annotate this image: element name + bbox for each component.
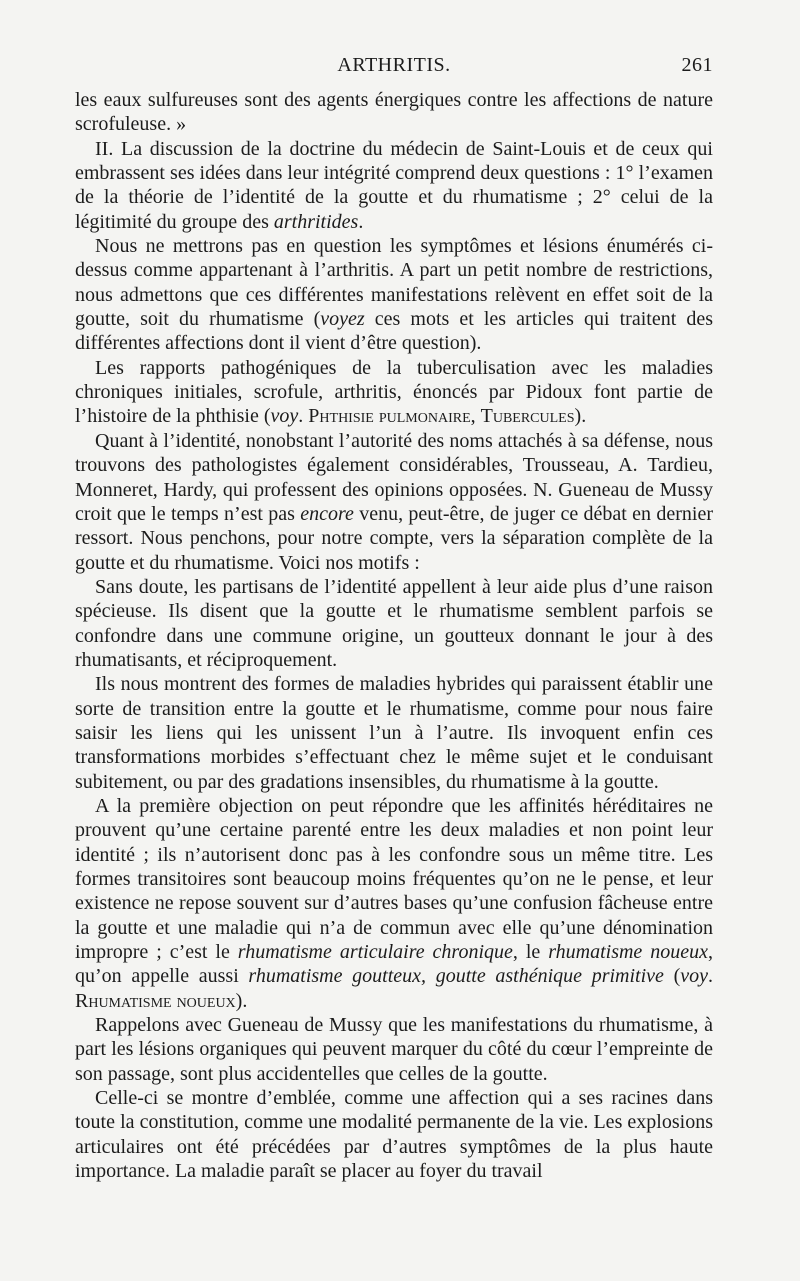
paragraph: [75, 1086, 713, 1183]
paragraph: [75, 794, 713, 1013]
text-run: Sans doute, les partisans de l’identité appellent à leur aide plus d’une raison spécieuse. Ils disent que la goutte et le rhumatisme semblent parfois se confondre dans une commune origine, un goutteux donnant le jour à des rhumatisants, et réciproquement.: [75, 575, 713, 671]
text-run: II. La discussion de la doctrine du médecin de Saint-Louis et de ceux qui embrassent ses idées dans leur intégrité comprend deux questions : 1° l’examen de la théorie de l’identité de la goutte et du rhumatisme ; 2° celui de la légitimité du groupe des: [75, 137, 713, 233]
text-run: .: [298, 405, 309, 428]
text-run: venu, peut-être, de juger ce débat en dernier ressort. Nous penchons, pour notre compte, vers la séparation complète de la goutte et du rhumatisme. Voici nos motifs :: [75, 502, 713, 574]
body-text: [75, 88, 713, 1183]
text-run: , le: [512, 941, 549, 964]
text-run: Nous ne mettrons pas en question les symptômes et lésions énumérés ci-dessus comme appartenant à l’arthritis. A part un petit nombre de restrictions, nous admettons que ces différentes manifestations relèvent en effet soit de la goutte, soit du rhumatisme (: [75, 235, 713, 331]
text-run: ).: [235, 989, 248, 1012]
cross-reference: Rhumatisme noueux: [75, 989, 236, 1012]
paragraph: [75, 672, 713, 794]
text-run: Les rapports pathogéniques de la tuberculisation avec les maladies chroniques initiales, scrofule, arthritis, énoncés par Pidoux font partie de l’histoire de la phthisie (: [75, 356, 713, 428]
text-run: ces mots et les articles qui traitent des différentes affections dont il vient d’être question).: [75, 308, 713, 355]
paragraph: [75, 356, 713, 429]
running-header: [75, 54, 713, 84]
text-run: (: [663, 965, 681, 988]
text-run: ).: [574, 405, 587, 428]
text-run: Celle-ci se montre d’emblée, comme une affection qui a ses racines dans toute la constitution, comme une modalité permanente de la vie. Les explosions articulaires ont été précédées par d’autres symptômes de la plus haute importance. La maladie paraît se placer au foyer du travail: [75, 1087, 713, 1183]
paragraph: [75, 234, 713, 356]
text-run: les eaux sulfureuses sont des agents énergiques contre les affections de nature scrofuleuse. »: [75, 89, 713, 136]
text-run: Ils nous montrent des formes de maladies hybrides qui paraissent établir une sorte de transition entre la goutte et le rhumatisme, comme pour nous faire saisir les liens qui les unissent l’un à l’autre. Ils invoquent enfin ces transformations morbides s’effectuant chez le même sujet et le conduisant subitement, ou par des gradations insensibles, du rhumatisme à la goutte.: [75, 673, 713, 793]
text-run: A la première objection on peut répondre que les affinités héréditaires ne prouvent qu’une certaine parenté entre les deux maladies et non point leur identité ; ils n’autorisent donc pas à les confondre sous un même titre. Les formes transitoires sont beaucoup moins fréquentes qu’on ne le pense, et leur existence ne repose souvent sur d’autres bases qu’une confusion fâcheuse entre la goutte et une maladie qui n’a de commun avec elle qu’une dénomination impropre ; c’est le: [75, 794, 713, 964]
text-run: Rappelons avec Gueneau de Mussy que les manifestations du rhumatisme, à part les lésions organiques qui peuvent marquer du côté du cœur l’empreinte de son passage, sont plus accidentelles que celles de la goutte.: [75, 1014, 713, 1085]
paragraph: [75, 1013, 713, 1086]
page-number: 261: [681, 54, 713, 76]
italic-run: rhumatisme noueux: [548, 941, 708, 964]
text-run: .: [708, 965, 714, 988]
italic-run: arthritides: [273, 210, 359, 233]
italic-run: voy: [680, 965, 709, 988]
cross-reference: Phthisie pulmonaire: [308, 405, 471, 428]
text-run: .: [358, 210, 364, 233]
italic-run: encore: [300, 502, 354, 525]
paragraph-section-ii: [75, 137, 713, 234]
text-run: Quant à l’identité, nonobstant l’autorité des noms attachés à sa défense, nous trouvons des pathologistes également considérables, Trousseau, A. Tardieu, Monneret, Hardy, qui professent des opinions opposées. N. Gueneau de Mussy croit que le temps n’est pas: [75, 429, 713, 525]
text-run: ,: [470, 405, 481, 428]
paragraph: [75, 429, 713, 575]
italic-run: rhumatisme articulaire chronique: [237, 941, 513, 964]
paragraph-continued: [75, 88, 713, 137]
italic-run: rhumatisme goutteux, goutte asthénique primitive: [248, 965, 664, 988]
italic-run: voyez: [320, 308, 365, 331]
text-run: , qu’on appelle aussi: [75, 941, 713, 988]
paragraph: [75, 575, 713, 672]
italic-run: voy: [270, 405, 299, 428]
cross-reference: Tubercules: [480, 405, 575, 428]
running-title: ARTHRITIS.: [337, 54, 451, 76]
